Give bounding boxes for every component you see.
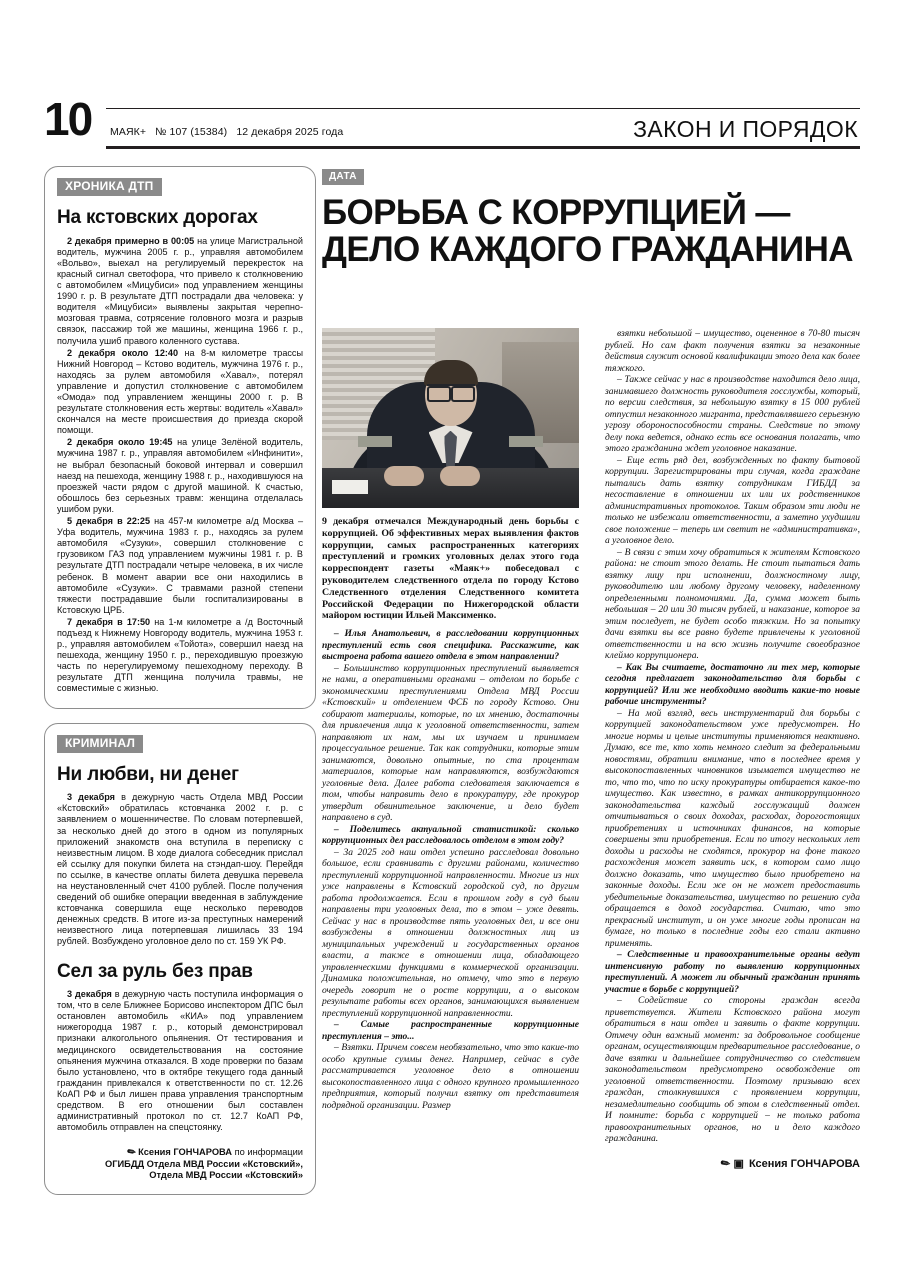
interview-answer: – Содействие со стороны граждан всегда приветствуется. Жители Кстовского района могут обратиться в наш отдел и заявить о факте коррупции. Отмечу один важный момент: за добровольное сообщение органам, осуществляющим предварительное расследование, о даче взятки и дальнейшее сотрудничество со следствием законодательством предусмотрено освобождение от уголовной ответственности. Поэтому призываю всех граждан, столкнувшихся с проявлением коррупции, незамедлительно сообщить об этом в следственный отдел. И помните: борьба с коррупцией – не только работа правоохранительных органов, но и дело каждого гражданина. — [605, 995, 860, 1144]
byline-author: Ксения ГОНЧАРОВА — [748, 1157, 860, 1170]
rubric-date: ДАТА — [322, 169, 364, 185]
incident-text: на 8-м километре трассы Нижний Новгород – Кстово водитель, мужчина 1976 г. р., находясь за рулем автомобиля «Хавал», потерял управление и допустил столкновение с автомобилем «Омода» под управлением женщины 2000 г. р. В результате столкновения есть жертвы: водитель «Хавал» скончался на месте происшествия до приезда скорой помощи. — [57, 347, 304, 436]
interview-answer-cont: – Еще есть ряд дел, возбужденных по факту бытовой коррупции. Зарегистрированы три случая, когда граждане пытались дать взятку сотрудникам ГИБДД за несоставление в отношении их или их родственников административных протоколов. Таким образом эти люди не только не избежали ответственности, а заметно ухудшили свое положение – теперь им светит не «административка», а уголовное дело. — [605, 454, 860, 546]
glasses-icon — [427, 384, 475, 399]
interview-answer: – За 2025 год наш отдел успешно расследовал довольно большое, если сравнивать с другими районами, количество преступлений коррупционной направленности. Многие из них уже направлены в Кстовский городской суд, по другим работа продолжается. Если в прошлом году в суд были направлены три уголовных дела, то в этом – уже девять. Сейчас у нас в производстве пять уголовных дел, и все они возбуждены в отношении должностных лиц из муниципальных учреждений и государственных органов власти, а также в отношении лица, обладающего управленческими функциями в коммерческой организации. Динамика положительная, но отмечу, что это в первую очередь говорит не о росте коррупции, а о высоком результате работы всех органов, занимающихся выявлением преступлений коррупционной направленности. — [322, 846, 579, 1019]
interview-answer-cont: – В связи с этим хочу обратиться к жителям Кстовского района: не стоит этого делать. Не стоит пытаться дать взятку лицу при исполнении, должностному лицу, руководителю или любому другому человеку, наделенному определенными полномочиями. Да, сумма может быть небольшая – 20 или 30 тысяч рублей, и наказание, которое за этим последует, не будет особо тяжким. Но за попытку дачи взятки вы все равно будете привлечены к уголовной ответственности и на всю жизнь получите своеобразное клеймо коррупционера. — [605, 546, 860, 661]
incident-paragraph — [57, 617, 303, 695]
panel-criminal — [44, 723, 316, 1195]
photo-epaulet-left — [358, 436, 392, 447]
pen-icon: ✎ — [719, 1155, 734, 1171]
interview-answer-cont: взятки небольшой – имущество, оцененное в 70-80 тысяч рублей. Но сам факт получения взятки за незаконные действия служит основой квалификации этого дела как более тяжкого. — [605, 328, 860, 374]
incident-lead: 7 декабря в 17:50 — [67, 616, 151, 627]
fraud-lead: 3 декабря — [67, 792, 115, 803]
interview-answer: – Взятки. Причем совсем необязательно, что это какие-то особо крупные суммы денег. Например, сейчас в суде рассматривается уголовное дело в отношении высокопоставленного лица с одного крупного промышленного предприятия, который получил взятку от представителя подрядной организации. Размер — [322, 1042, 579, 1111]
driving-paragraph — [57, 989, 303, 1133]
fraud-paragraph — [57, 792, 303, 947]
interview-portrait-photo — [322, 328, 579, 508]
incident-text: на улице Зелёной водитель, мужчина 1987 г. р., управляя автомобилем «Инфинити», не выбрал безопасный боковой интервал и совершил наезд на пешехода, женщину 1988 г. р., находившуюся на проезжей части рядом с другой машиной. К счастью, обошлось без серьезных травм: женщина отделалась ушибом руки. — [57, 437, 304, 514]
main-header — [322, 166, 860, 268]
interview-answer: – Большинство коррупционных преступлений выявляется не нами, а оперативными органами – отделом по борьбе с экономическими преступлениями Отдела МВД России «Кстовский» и отделением ФСБ по городу Кстово. Они собирают материалы, которые, по их мнению, достаточны для привлечения лица к уголовной ответственности, затем направляют их нам, мы их изучаем и принимаем процессуальное решение. Так как сотрудники, которые этим занимаются, довольно опытные, по ста процентам материалов, которые нам направляются, возбуждаются уголовные дела. Далее работа следователя заключается в том, чтобы направить дело в прокуратуру, где прокурор утвердит обвинительное заключение, и дело будет направлено в суд. — [322, 662, 579, 824]
issue-date: 12 декабря 2025 года — [236, 126, 344, 138]
interview-answer-cont: – Также сейчас у нас в производстве находится дело лица, занимавшего должность руководителя госслужбы, который, по версии следствия, за небольшую взятку в 15 000 рублей отпустил незаконного мигранта, представлявшего серьезную угрозу обороноспособности страны. Следствие по этому делу пока ведется, однако есть все основания полагать, что этого гражданина ждет уголовное наказание. — [605, 374, 860, 454]
interview-question: – Как Вы считаете, достаточно ли тех мер, которые сегодня предлагает законодательство для борьбы с коррупцией? Или же необходимо вводить какие-то новые рабочие инструменты? — [605, 661, 860, 707]
signature-line-3: Отдела МВД России «Кстовский» — [149, 1170, 303, 1181]
article-column-right — [605, 328, 860, 1170]
article-title-roads: На кстовских дорогах — [57, 207, 258, 229]
incident-paragraph — [57, 437, 303, 515]
incident-lead: 2 декабря примерно в 00:05 — [67, 235, 195, 246]
incident-lead: 2 декабря около 19:45 — [67, 437, 173, 448]
left-column — [44, 166, 316, 1209]
incident-paragraph — [57, 348, 303, 437]
masthead-rule-bottom — [106, 146, 860, 149]
photo-epaulet-right — [509, 436, 543, 447]
headline-line-2: ДЕЛО КАЖДОГО ГРАЖДАНИНА — [322, 230, 853, 269]
fraud-text: в дежурную часть Отдела МВД России «Кстовский» обратилась кстовчанка 2002 г. р. с заявлением о мошенничестве. По словам потерпевшей, за несколько дней до этого в одном из популярных приложений знакомств она вступила в переписку с неизвестным лицом. В ходе диалога собеседник прислал ей ссылку для покупки билета на стэндап-шоу. Перейдя по ссылке, в качестве оплаты билета девушка перевела на неустановленный счет 4100 рублей. После получения сведений об ошибке операции введенная в заблуждение кстовчанка совершила еще несколько переводов денежных средств. В итоге из-за преступных намерений неизвестного лица потерпевшая лишилась 33 194 рублей. Возбуждено уголовное дело по ст. 159 УК РФ. — [57, 792, 303, 947]
incident-text: на 457-м километре а/д Москва – Уфа водитель, мужчина 1983 г. р., находясь за рулем автомобиля «Сузуки», совершил столкновение с грузовиком ГАЗ под управлением мужчины 1981 г. р. В результате ДТП пострадали четыре человека, в их числе ребенок. В момент аварии все они находились в автомобиле «Сузуки». С травмами разной степени тяжести пострадавшие были госпитализированы в Кстовскую ЦРБ. — [57, 516, 303, 615]
paper-name: МАЯК+ — [110, 126, 147, 138]
incident-text: на улице Магистральной водитель, мужчина 2005 г. р., управляя автомобилем «Вольво», выехал на регулируемый перекресток на красный сигнал светофора, что привело к столкновению с автомобилем «Мицубиси» под управлением женщины 1990 г. р. В результате ДТП пострадали два человека: у водителя «Мицубиси» выявлены закрытая черепно-мозговая травма, сотрясение головного мозга и разрыв связок, пассажир той же машины, женщина 1966 г. р., получила ушиб правого коленного сустава. — [57, 235, 303, 346]
masthead-issue-info — [110, 126, 343, 138]
left-column-signature — [57, 1147, 303, 1181]
incident-text: на 1-м километре а /д Восточный подъезд к Нижнему Новгороду водитель, мужчина 1953 г. р., управляя автомобилем «Тойота», совершил наезд на пешехода, женщину 1950 г. р., переходившую проезжую часть по нерегулируемому пешеходному переходу. В результате ДТП женщина получила травмы, не совместимые с жизнью. — [57, 616, 303, 694]
article-title-driving: Сел за руль без прав — [57, 960, 253, 982]
interview-question: – Следственные и правоохранительные органы ведут интенсивную работу по выявлению коррупционных преступлений. А может ли обычный гражданин принять участие в борьбе с коррупцией? — [605, 949, 860, 995]
driving-text: в дежурную часть поступила информация о том, что в селе Ближнее Борисово инспектором ДПС был остановлен автомобиль «КИА» под управлением нижегородца 1987 г. р., который демонстрировал признаки алкогольного опьянения. От тестирования и медицинского освидетельствования на состояние опьянения мужчина отказался. В ходе проверки по базам было установлено, что в октябре текущего года данный гражданин привлекался к ответственности по ст. 12.26 КоАП РФ и был лишен права управления транспортным средством. В его отношении был составлен административный протокол по ст. 12.7 КоАП РФ, автомобиль отправлен на спецстоянку. — [57, 989, 304, 1133]
signature-author: Ксения ГОНЧАРОВА — [138, 1147, 233, 1158]
incident-lead: 2 декабря около 12:40 — [67, 347, 179, 358]
masthead-rule-top — [106, 108, 860, 109]
rubric-traffic: ХРОНИКА ДТП — [57, 178, 162, 196]
camera-icon: ▣ — [733, 1157, 744, 1170]
signature-suffix: по информации — [232, 1147, 303, 1158]
issue-number: № 107 (15384) — [155, 126, 228, 138]
section-title: ЗАКОН И ПОРЯДОК — [633, 116, 858, 142]
interview-question: – Самые распространенные коррупционные преступления – это... — [322, 1019, 579, 1042]
page-number: 10 — [44, 93, 92, 145]
signature-line-2: ОГИБДД Отдела МВД России «Кстовский», — [104, 1158, 303, 1169]
photo-hand-right — [440, 466, 480, 486]
incident-lead: 5 декабря в 22:25 — [67, 516, 151, 527]
main-headline — [322, 194, 860, 268]
article-title-fraud: Ни любви, ни денег — [57, 763, 239, 785]
interview-answer: – На мой взгляд, весь инструментарий для борьбы с коррупцией законодательством уже предусмотрен. Но многие нормы и целые институты применяются неактивно. Думаю, все те, кто хоть немного следит за федеральными новостями, обратили внимание, что в последнее время у высокопоставленных чиновников изымается имущество не то, что то, что по иску прокуратуры отбирается какое-то имущество. Как известно, в рамках антикоррупционного законодательства каждый госслужащий должен отчитываться о своих доходах, расходах, дорогостоящих приобретениях и источниках финансов, на которые совершены эти приобретения. Если по итогу нескольких лет доходы и расходы не сходятся, прокурор на фоне такого расхождения может заявить иск, в котором само лицо должно доказать, что имущество было приобретено на законные доходы. Если же он не может предоставить убедительные доказательства, имущество по решению суда обращается в доход государства. Считаю, что это прекрасный институт, и он уже многие годы прописан на бумаге, но только в последние годы его стали активно применять. — [605, 707, 860, 949]
article-byline — [605, 1157, 860, 1170]
interview-question: – Поделитесь актуальной статистикой: сколько коррупционных дел расследовалось отделом в этом году? — [322, 823, 579, 847]
interview-question: – Илья Анатольевич, в расследовании коррупционных преступлений есть своя специфика. Расскажите, как выстроена работа вашего отдела в этом направлении? — [322, 628, 579, 663]
pen-icon: ✎ — [125, 1145, 139, 1160]
article-lede: 9 декабря отмечался Международный день борьбы с коррупцией. Об эффективных мерах выявления фактов коррупции, самых распространенных категориях преступлений и громких уголовных делах этого года корреспондент газеты «Маяк+» побеседовал с руководителем следственного отдела по городу Кстово Следственного отделения Следственного комитета Российской Федерации по Нижегородской области майором юстиции Ильей Максименко. — [322, 516, 579, 622]
article-column-left — [322, 328, 579, 1111]
rubric-criminal: КРИМИНАЛ — [57, 735, 143, 753]
photo-papers — [332, 480, 368, 494]
article-columns — [322, 328, 860, 1216]
incident-paragraph — [57, 516, 303, 616]
masthead — [44, 93, 860, 148]
driving-lead: 3 декабря — [67, 989, 112, 1000]
headline-line-1: БОРЬБА С КОРРУПЦИЕЙ — — [322, 193, 790, 232]
photo-hand-left — [384, 466, 424, 486]
panel-traffic-chronicle — [44, 166, 316, 709]
incident-paragraph — [57, 236, 303, 347]
